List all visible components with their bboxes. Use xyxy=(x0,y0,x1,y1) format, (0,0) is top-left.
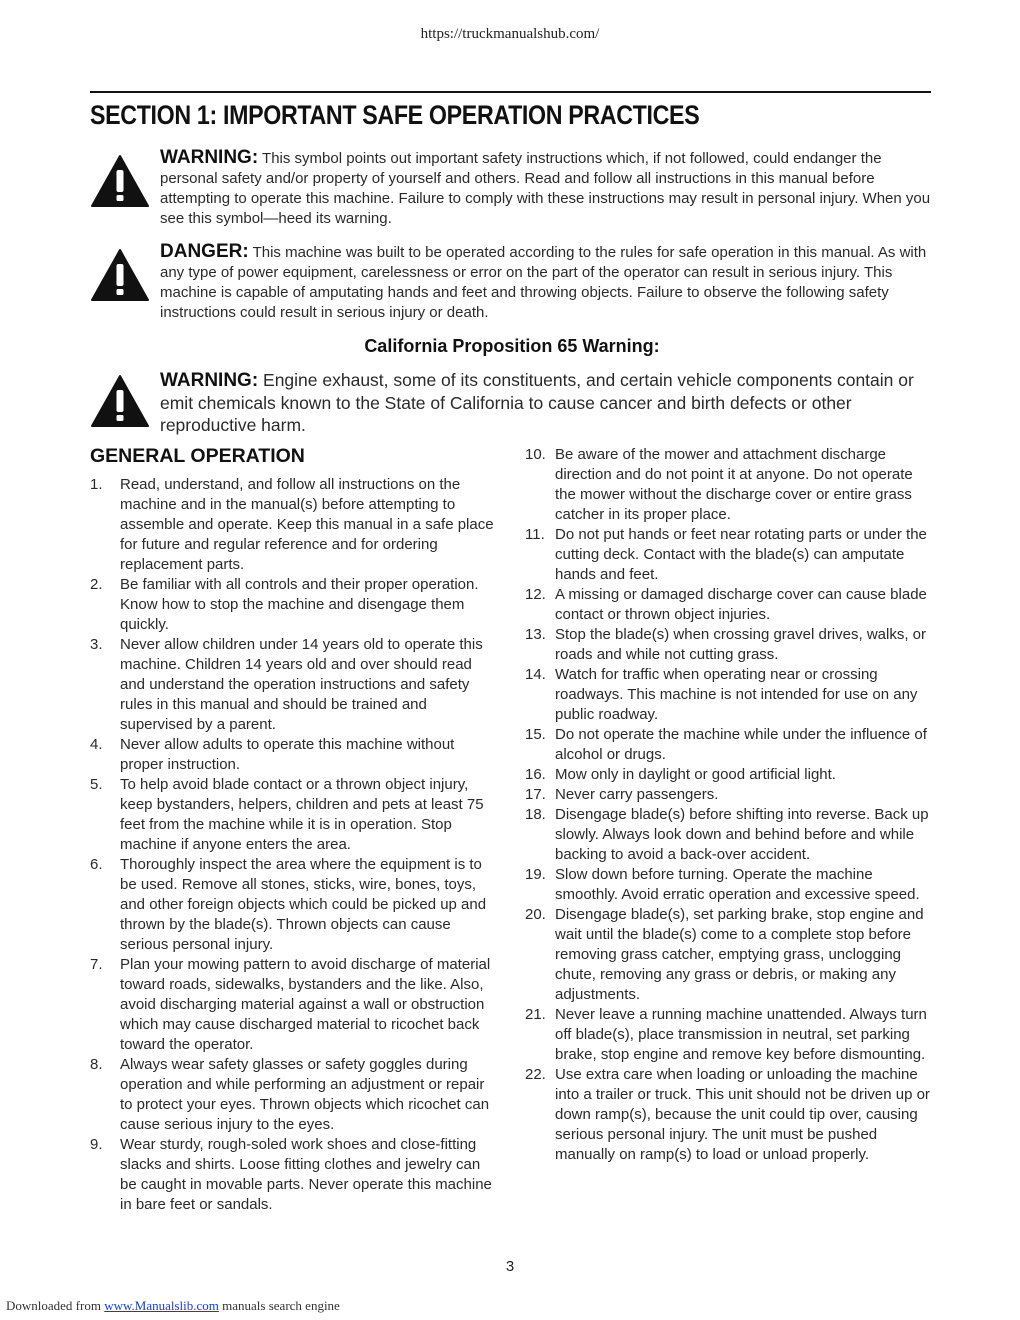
footer-suffix: manuals search engine xyxy=(218,1298,340,1313)
list-item-text: Slow down before turning. Operate the machine smoothly. Avoid erratic operation and excessive speed. xyxy=(555,866,920,903)
list-item xyxy=(90,855,495,955)
warning-triangle-icon xyxy=(90,374,150,428)
warning-alert-text xyxy=(160,148,931,229)
list-item-number: 17. xyxy=(525,786,546,803)
list-item xyxy=(525,805,935,865)
list-item xyxy=(525,865,935,905)
list-item-text: Wear sturdy, rough-soled work shoes and close-fitting slacks and shirts. Loose fitting clothes and jewelry can be caught in movable parts. Never operate this machine in bare feet or sandals. xyxy=(120,1136,492,1213)
list-item-text: A missing or damaged discharge cover can cause blade contact or thrown object injuries. xyxy=(555,586,927,623)
list-item-text: Read, understand, and follow all instructions on the machine and in the manual(s) before attempting to assemble and operate. Keep this manual in a safe place for future and regular reference and for ordering replacement parts. xyxy=(120,476,494,573)
list-item-text: Stop the blade(s) when crossing gravel drives, walks, or roads and while not cutting grass. xyxy=(555,626,927,663)
list-item-number: 11. xyxy=(525,526,545,543)
list-item-number: 14. xyxy=(525,666,546,683)
alert-lead: WARNING: xyxy=(160,147,259,168)
list-item xyxy=(525,525,935,585)
left-column-list xyxy=(90,475,495,1215)
list-item xyxy=(90,1135,495,1215)
list-item-number: 2. xyxy=(90,576,103,593)
list-item-text: Disengage blade(s) before shifting into reverse. Back up slowly. Always look down and behind before and while backing to avoid a back-over accident. xyxy=(555,806,929,863)
list-item xyxy=(525,1065,935,1165)
list-item-number: 16. xyxy=(525,766,546,783)
list-item-number: 21. xyxy=(525,1006,546,1023)
list-item-text: Be familiar with all controls and their proper operation. Know how to stop the machine and disengage them quickly. xyxy=(120,576,479,633)
list-item xyxy=(90,475,495,575)
list-item-text: Mow only in daylight or good artificial light. xyxy=(555,766,836,783)
list-item-text: Always wear safety glasses or safety goggles during operation and while performing an adjustment or repair to protect your eyes. Thrown objects which ricochet can cause serious injury to the eyes. xyxy=(120,1056,490,1133)
list-item xyxy=(525,765,935,785)
alert-body: This machine was built to be operated according to the rules for safe operation in this manual. As with any type of power equipment, carelessness or error on the part of the operator can result in serious injury. This machine is capable of amputating hands and feet and throwing objects. Failure to observe the following safety instructions could result in serious injury or death. xyxy=(160,244,927,321)
list-item-number: 20. xyxy=(525,906,546,923)
list-item-number: 19. xyxy=(525,866,546,883)
list-item xyxy=(90,635,495,735)
alert-lead: DANGER: xyxy=(160,241,249,262)
list-item xyxy=(525,905,935,1005)
danger-alert-text xyxy=(160,242,931,323)
list-item-text: Never leave a running machine unattended. Always turn off blade(s), place transmission in neutral, set parking brake, stop engine and remove key before dismounting. xyxy=(555,1006,927,1063)
list-item xyxy=(525,785,935,805)
list-item-number: 7. xyxy=(90,956,103,973)
list-item-text: Thoroughly inspect the area where the equipment is to be used. Remove all stones, sticks, wire, bones, toys, and other foreign objects which could be picked up and thrown by the blade(s). Thrown objects can cause serious personal injury. xyxy=(120,856,487,953)
list-item-number: 3. xyxy=(90,636,103,653)
list-item-text: Never allow adults to operate this machine without proper instruction. xyxy=(120,736,455,773)
list-item-number: 9. xyxy=(90,1136,103,1153)
list-item xyxy=(90,1055,495,1135)
list-item-text: Watch for traffic when operating near or crossing roadways. This machine is not intended for use on any public roadway. xyxy=(555,666,918,723)
list-item-text: To help avoid blade contact or a thrown object injury, keep bystanders, helpers, children and pets at least 75 feet from the machine while it is in operation. Stop machine if anyone enters the area. xyxy=(120,776,484,853)
warning-triangle-icon xyxy=(90,154,150,208)
list-item-number: 1. xyxy=(90,476,103,493)
footer-prefix: Downloaded from xyxy=(6,1298,105,1313)
list-item xyxy=(525,725,935,765)
page-number: 3 xyxy=(505,1258,515,1275)
alert-body: Engine exhaust, some of its constituents, and certain vehicle components contain or emit chemicals known to the State of California to cause cancer and birth defects or other reproductive harm. xyxy=(160,370,914,435)
list-item xyxy=(90,735,495,775)
alert-body: This symbol points out important safety instructions which, if not followed, could endanger the personal safety and/or property of yourself and others. Read and follow all instructions in this manual before attempting to operate this machine. Failure to comply with these instructions may result in personal injury. When you see this symbol—heed its warning. xyxy=(160,150,931,227)
list-item-number: 8. xyxy=(90,1056,103,1073)
list-item xyxy=(90,575,495,635)
list-item-number: 13. xyxy=(525,626,546,643)
list-item-text: Plan your mowing pattern to avoid discharge of material toward roads, sidewalks, bystanders and the like. Also, avoid discharging material against a wall or obstruction which may cause discharged material to ricochet back toward the operator. xyxy=(120,956,491,1053)
section-title: SECTION 1: IMPORTANT SAFE OPERATION PRACTICES xyxy=(90,100,700,130)
list-item xyxy=(525,445,935,525)
list-item xyxy=(90,775,495,855)
list-item-text: Never allow children under 14 years old to operate this machine. Children 14 years old and over should read and understand the operation instructions and safety rules in this manual and should be trained and supervised by a parent. xyxy=(120,636,483,733)
footer-link[interactable]: www.Manualslib.com xyxy=(104,1298,219,1313)
list-item xyxy=(90,955,495,1055)
list-item-text: Use extra care when loading or unloading the machine into a trailer or truck. This unit should not be driven up or down ramp(s), because the unit could tip over, causing serious personal injury. The unit must be pushed manually on ramp(s) to load or unload properly. xyxy=(555,1066,930,1163)
alert-lead: WARNING: xyxy=(160,370,259,391)
list-item xyxy=(525,1005,935,1065)
list-item-text: Never carry passengers. xyxy=(555,786,719,803)
list-item xyxy=(525,625,935,665)
prop65-heading: California Proposition 65 Warning: xyxy=(364,336,660,356)
list-item-number: 10. xyxy=(525,446,546,463)
list-item xyxy=(525,665,935,725)
list-item-text: Disengage blade(s), set parking brake, stop engine and wait until the blade(s) come to a complete stop before removing grass catcher, emptying grass, unclogging chute, removing any grass or debris, or making any adjustments. xyxy=(555,906,924,1003)
list-item-text: Do not operate the machine while under the influence of alcohol or drugs. xyxy=(555,726,927,763)
list-item-number: 12. xyxy=(525,586,546,603)
list-item-number: 5. xyxy=(90,776,103,793)
list-item-number: 18. xyxy=(525,806,546,823)
prop65-warning-text xyxy=(160,369,931,436)
right-column-list xyxy=(525,445,935,1165)
list-item xyxy=(525,585,935,625)
list-item-number: 22. xyxy=(525,1066,546,1083)
general-operation-heading: GENERAL OPERATION xyxy=(90,445,305,467)
list-item-number: 6. xyxy=(90,856,103,873)
header-url: https://truckmanualshub.com/ xyxy=(420,26,600,42)
warning-triangle-icon xyxy=(90,248,150,302)
footer xyxy=(6,1298,340,1314)
list-item-number: 15. xyxy=(525,726,546,743)
header-rule xyxy=(90,91,931,93)
list-item-text: Be aware of the mower and attachment discharge direction and do not point it at anyone. Do not operate the mower without the discharge cover or entire grass catcher in its proper place. xyxy=(555,446,913,523)
list-item-number: 4. xyxy=(90,736,103,753)
list-item-text: Do not put hands or feet near rotating parts or under the cutting deck. Contact with the blade(s) can amputate hands and feet. xyxy=(555,526,927,583)
